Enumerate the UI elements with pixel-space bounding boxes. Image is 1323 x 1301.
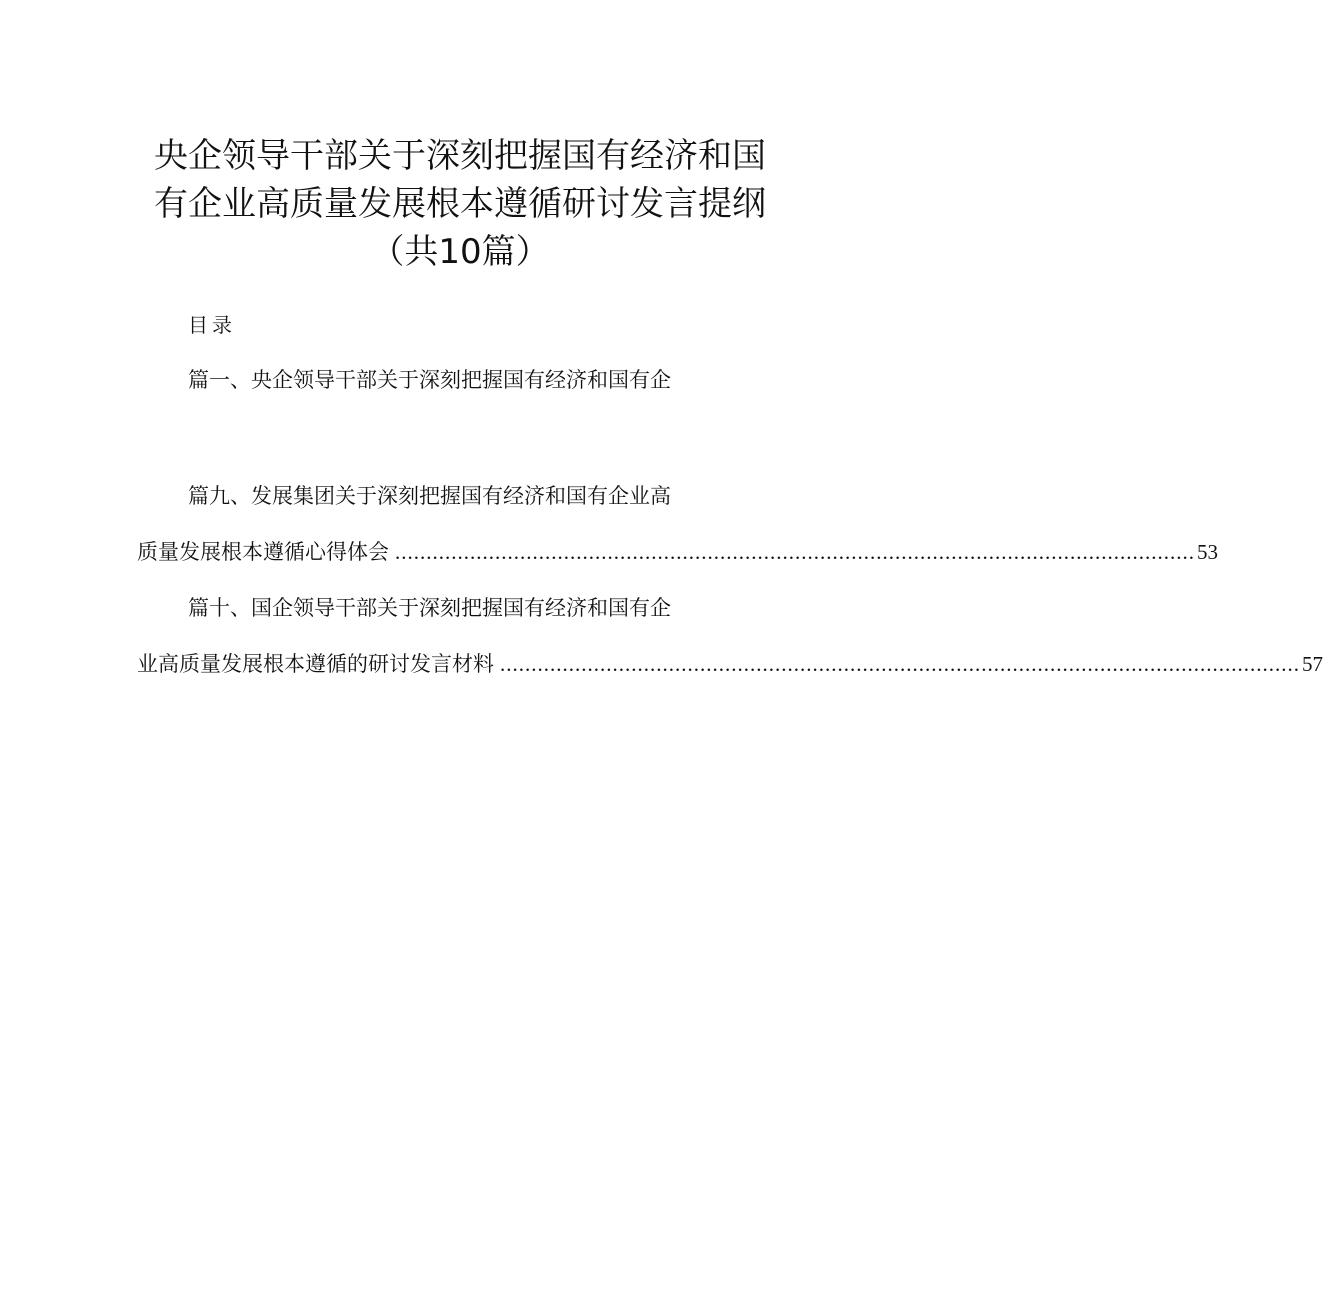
toc-entry-10-line-2[interactable] — [137, 648, 1323, 680]
toc-entry-10-text: 业高质量发展根本遵循的研讨发言材料 — [137, 652, 494, 676]
toc-entry-9-line-2[interactable] — [137, 536, 1218, 568]
title-line-3: （共10篇） — [370, 232, 550, 272]
toc-entry-9-text: 质量发展根本遵循心得体会 — [137, 540, 389, 564]
title-line-2: 有企业高质量发展根本遵循研讨发言提纲 — [154, 184, 766, 224]
toc-leader-dots: ................................................................................................................................ — [395, 540, 1195, 564]
toc-entry-10-line-1[interactable]: 篇十、国企领导干部关于深刻把握国有经济和国有企 — [188, 596, 671, 620]
toc-entry-10-page: 57 — [1302, 652, 1323, 676]
title-line-1: 央企领导干部关于深刻把握国有经济和国 — [154, 136, 766, 176]
toc-heading: 目录 — [188, 313, 236, 337]
toc-leader-dots: ................................................................................................................................ — [500, 652, 1300, 676]
toc-entry-1[interactable]: 篇一、央企领导干部关于深刻把握国有经济和国有企 — [188, 368, 671, 392]
toc-entry-9-line-1[interactable]: 篇九、发展集团关于深刻把握国有经济和国有企业高 — [188, 484, 671, 508]
toc-entry-9-page: 53 — [1197, 540, 1218, 564]
